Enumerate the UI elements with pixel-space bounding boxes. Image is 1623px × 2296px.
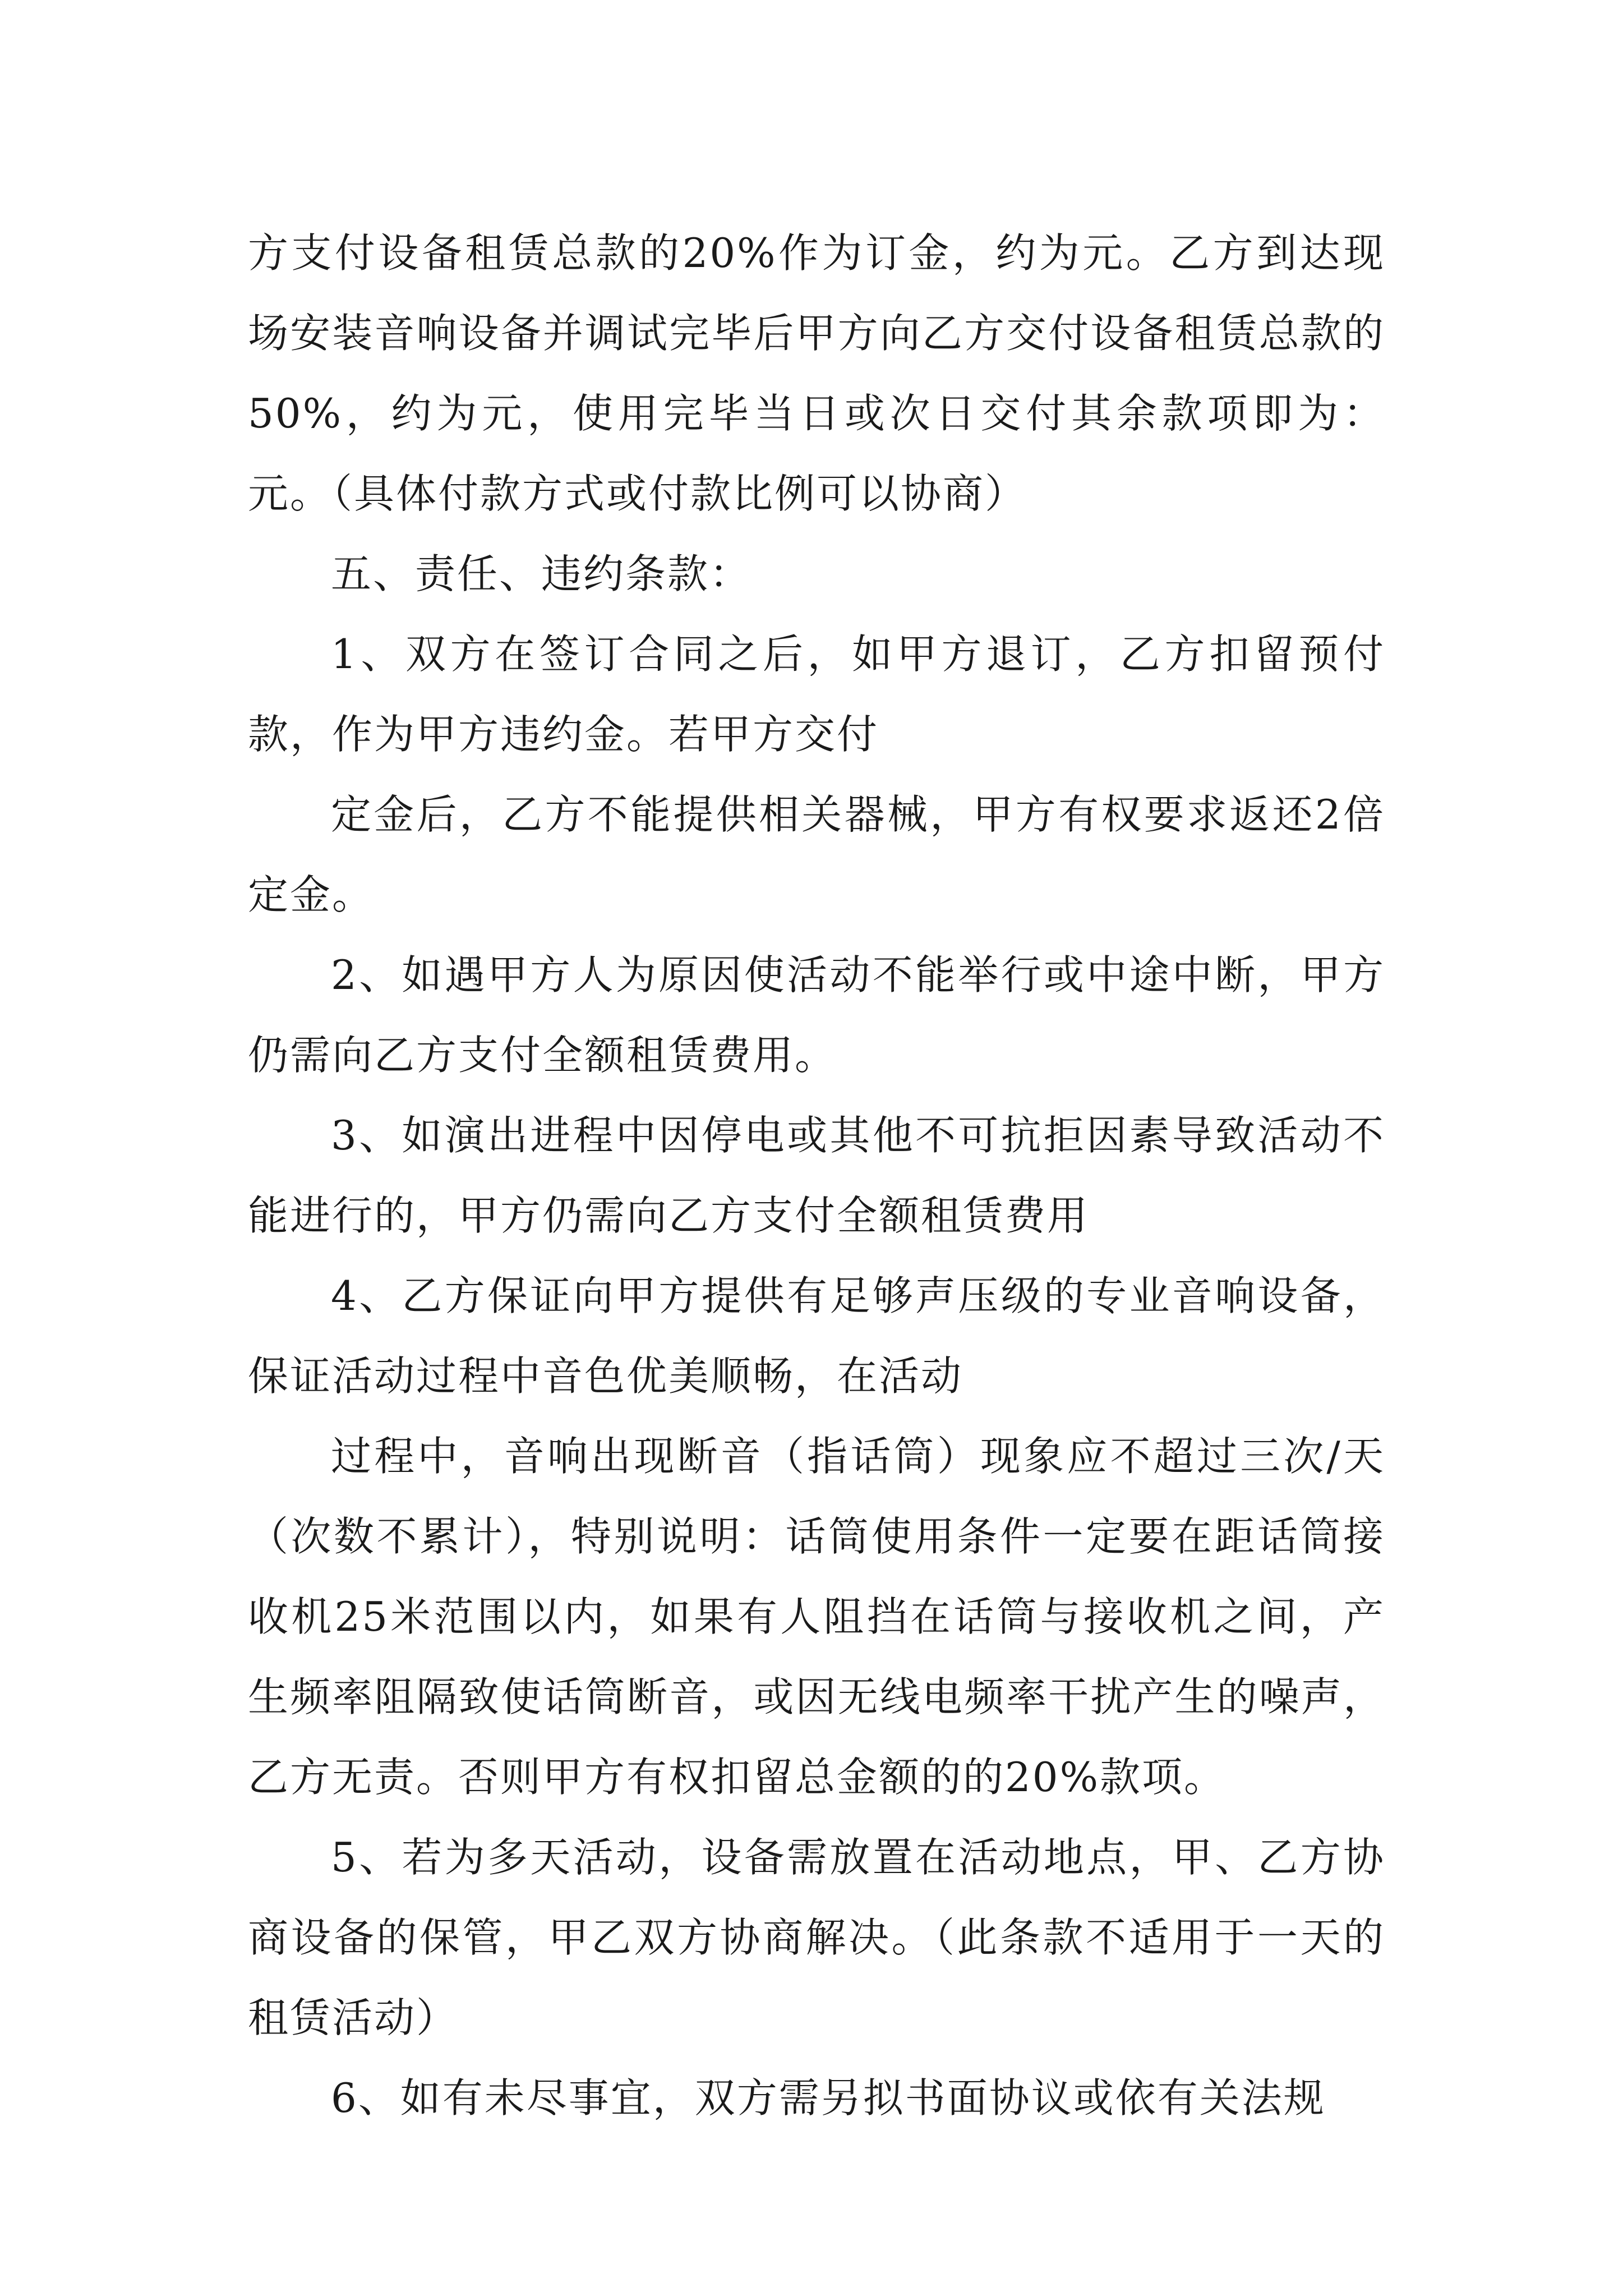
clause-1: 1、双方在签订合同之后，如甲方退订，乙方扣留预付款，作为甲方违约金。若甲方交付 (248, 631, 1385, 758)
section-heading-liability: 五、责任、违约条款： (331, 550, 752, 597)
paragraph-payment-terms: 方支付设备租赁总款的20%作为订金，约为元。乙方到达现场安装音响设备并调试完毕后甲方向乙方交付设备租赁总款的50%，约为元，使用完毕当日或次日交付其余款项即为：元。（具体付款方式或付款比例可以协商） (248, 229, 1385, 517)
clause-4-continued: 过程中，音响出现断音（指话筒）现象应不超过三次/天（次数不累计），特别说明：话筒使用条件一定要在距话筒接收机25米范围以内，如果有人阻挡在话筒与接收机之间，产生频率阻隔致使话筒断音，或因无线电频率干扰产生的噪声，乙方无责。否则甲方有权扣留总金额的的20%款项。 (248, 1433, 1385, 1801)
clause-4: 4、乙方保证向甲方提供有足够声压级的专业音响设备，保证活动过程中音色优美顺畅，在活动 (248, 1272, 1385, 1400)
clause-2: 2、如遇甲方人为原因使活动不能举行或中途中断，甲方仍需向乙方支付全额租赁费用。 (248, 951, 1385, 1079)
clause-5: 5、若为多天活动，设备需放置在活动地点，甲、乙方协商设备的保管，甲乙双方协商解决。（此条款不适用于一天的租赁活动） (248, 1834, 1385, 2041)
clause-6: 6、如有未尽事宜，双方需另拟书面协议或依有关法规 (331, 2074, 1326, 2122)
document-body (248, 213, 1385, 2138)
clause-1-continued: 定金后，乙方不能提供相关器械，甲方有权要求返还2倍定金。 (248, 791, 1385, 918)
clause-3: 3、如演出进程中因停电或其他不可抗拒因素导致活动不能进行的，甲方仍需向乙方支付全额租赁费用 (248, 1112, 1385, 1239)
